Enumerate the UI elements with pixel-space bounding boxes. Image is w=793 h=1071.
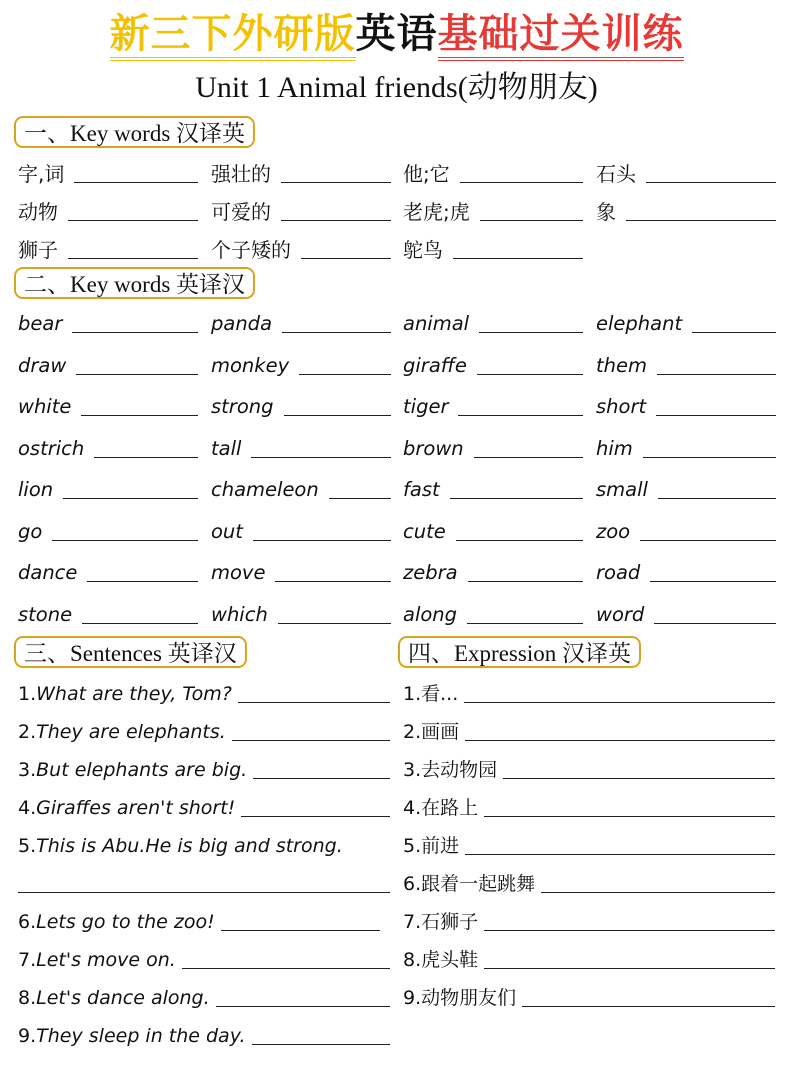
expression-item [403,675,775,707]
sentence-item [18,827,390,859]
vocab-word: stone [18,602,73,626]
vocab-item [211,155,391,187]
vocab-item [403,513,583,545]
answer-blank[interactable] [72,331,198,333]
sentence-number: 5. [18,835,37,857]
vocab-word: draw [18,353,67,377]
vocab-word: panda [211,312,273,335]
section-1-heading: 一、Key words 汉译英 [14,116,255,148]
answer-blank[interactable] [484,929,775,931]
sentence-item [18,979,390,1011]
sentence-number: 8. [18,987,37,1009]
vocab-word: word [596,602,645,626]
vocab-item [403,155,583,187]
sentence-item [18,941,390,973]
sentence-label [18,681,232,707]
expression-item [403,941,775,973]
vocab-item [403,347,583,379]
sentence-number: 9. [18,1025,37,1047]
vocab-word: 象 [596,200,616,224]
answer-blank[interactable] [450,497,583,499]
answer-blank[interactable] [52,539,198,541]
vocab-item [211,231,391,263]
answer-blank[interactable] [657,373,776,375]
vocab-item [211,193,391,225]
answer-blank[interactable] [182,967,390,969]
answer-blank[interactable] [643,456,776,458]
sentence-text: Giraffes aren't short! [36,797,236,819]
sentence-number: 3. [18,759,37,781]
expression-text: 4.在路上 [403,797,479,819]
answer-blank[interactable] [692,331,776,333]
answer-blank[interactable] [522,1005,775,1007]
answer-blank[interactable] [252,1043,390,1045]
vocab-item [211,513,391,545]
vocab-word: 老虎;虎 [403,200,470,224]
answer-blank[interactable] [484,815,775,817]
vocab-item [211,430,391,462]
vocab-item [596,193,776,225]
vocab-word: fast [403,478,440,501]
vocab-word: zebra [403,561,458,584]
sentence-label [18,757,247,783]
answer-blank[interactable] [63,497,198,499]
vocab-item [596,596,776,628]
answer-blank[interactable] [654,622,776,624]
answer-blank[interactable] [221,929,380,931]
expression-item [403,903,775,935]
vocab-word: tiger [403,395,449,418]
answer-blank[interactable] [281,219,391,221]
vocab-item [403,430,583,462]
title-subject: 英语 [355,10,438,57]
sentence-item [18,675,390,707]
answer-blank[interactable] [94,456,198,458]
sentence-label [18,985,210,1011]
vocab-word: 强壮的 [211,162,271,186]
sentence-item-continuation [18,865,390,897]
expression-item [403,713,775,745]
answer-blank[interactable] [275,580,391,582]
vocab-item [596,388,776,420]
vocab-item [18,305,198,337]
answer-blank[interactable] [253,777,390,779]
title-training: 基础过关训练 [438,10,684,61]
answer-blank[interactable] [465,853,775,855]
answer-blank[interactable] [474,456,583,458]
answer-blank[interactable] [480,219,583,221]
answer-blank[interactable] [479,331,583,333]
answer-blank[interactable] [74,181,198,183]
vocab-word: dance [18,561,78,584]
sentence-text: Let's move on. [36,949,176,971]
expression-text: 3.去动物园 [403,759,498,781]
vocab-item [18,513,198,545]
vocab-item [596,513,776,545]
vocab-word: out [211,519,243,543]
answer-blank[interactable] [464,701,775,703]
answer-blank[interactable] [456,539,583,541]
sentence-label [18,833,343,859]
answer-blank[interactable] [650,580,776,582]
sentence-label [18,1023,246,1049]
worksheet-title [0,4,793,64]
vocab-word: lion [18,478,54,501]
vocab-word: 字,词 [18,162,65,186]
sentence-label [18,947,176,973]
sentence-item [18,751,390,783]
answer-blank[interactable] [656,414,776,416]
vocab-word: him [596,436,633,460]
vocab-word: 石头 [596,162,636,186]
answer-blank[interactable] [626,219,776,221]
vocab-item [211,347,391,379]
sentence-item [18,789,390,821]
vocab-word: bear [18,312,63,335]
expression-text: 8.虎头鞋 [403,949,479,971]
answer-blank[interactable] [232,739,390,741]
vocab-word: along [403,602,458,626]
sentence-text: This is Abu.He is big and strong. [36,835,343,857]
vocab-word: strong [211,395,274,418]
vocab-item [18,231,198,263]
vocab-item [18,596,198,628]
vocab-item [403,388,583,420]
answer-blank[interactable] [251,456,391,458]
expression-text: 2.画画 [403,721,460,743]
expression-item [403,865,775,897]
vocab-item [596,471,776,503]
answer-blank[interactable] [646,181,776,183]
vocab-word: ostrich [18,436,85,460]
answer-blank[interactable] [253,539,391,541]
vocab-word: white [18,395,72,418]
answer-blank[interactable] [216,1005,390,1007]
vocab-item [403,231,583,263]
sentence-text: But elephants are big. [36,759,248,781]
sentence-text: They sleep in the day. [36,1025,246,1047]
answer-blank[interactable] [484,967,775,969]
expression-text: 9.动物朋友们 [403,987,517,1009]
sentence-label [18,909,215,935]
vocab-word: cute [403,519,446,543]
sentence-number: 4. [18,797,37,819]
answer-blank[interactable] [81,414,198,416]
sentence-label [18,795,235,821]
section-3-heading: 三、Sentences 英译汉 [14,636,247,668]
vocab-item [403,305,583,337]
vocab-word: road [596,561,641,584]
expression-text: 1.看... [403,683,459,705]
answer-blank[interactable] [465,739,775,741]
vocab-item [403,471,583,503]
vocab-word: chameleon [211,478,319,501]
section-2-heading: 二、Key words 英译汉 [14,267,255,299]
answer-blank[interactable] [467,622,583,624]
vocab-word: 动物 [18,200,58,224]
vocab-item [18,471,198,503]
expression-item [403,789,775,821]
sentence-label [18,719,226,745]
answer-blank[interactable] [503,777,775,779]
vocab-item [403,193,583,225]
answer-blank[interactable] [281,181,391,183]
vocab-item [18,388,198,420]
vocab-word: giraffe [403,353,467,377]
vocab-word: elephant [596,312,683,335]
vocab-item [403,596,583,628]
vocab-word: monkey [211,353,290,377]
answer-blank[interactable] [238,701,390,703]
answer-blank[interactable] [278,622,391,624]
vocab-word: go [18,519,43,543]
answer-blank[interactable] [301,257,391,259]
sentence-item [18,1017,390,1049]
vocab-word: 鸵鸟 [403,238,443,262]
vocab-item [18,155,198,187]
expression-text: 7.石狮子 [403,911,479,933]
vocab-item [18,193,198,225]
vocab-word: move [211,561,266,584]
sentence-number: 6. [18,911,37,933]
vocab-item [596,305,776,337]
answer-blank[interactable] [541,891,775,893]
vocab-item [596,430,776,462]
sentence-number: 1. [18,683,37,705]
answer-blank[interactable] [87,580,198,582]
vocab-item [211,554,391,586]
answer-blank[interactable] [477,373,583,375]
vocab-item [596,155,776,187]
answer-blank[interactable] [329,497,391,499]
vocab-word: brown [403,436,464,460]
vocab-word: 可爱的 [211,200,271,224]
sentence-item [18,903,380,935]
vocab-item [18,430,198,462]
answer-blank[interactable] [76,373,198,375]
vocab-word: animal [403,312,470,335]
answer-blank[interactable] [640,539,776,541]
answer-blank[interactable] [282,331,391,333]
vocab-word: tall [211,436,242,460]
vocab-item [403,554,583,586]
vocab-word: zoo [596,519,631,543]
vocab-word: which [211,602,268,626]
vocab-item [18,554,198,586]
vocab-word: 狮子 [18,238,58,262]
vocab-item [211,471,391,503]
answer-blank[interactable] [453,257,583,259]
sentence-text: Lets go to the zoo! [36,911,215,933]
vocab-word: them [596,353,647,377]
sentence-text: They are elephants. [36,721,226,743]
sentence-number: 7. [18,949,37,971]
expression-text: 5.前进 [403,835,460,857]
expression-item [403,751,775,783]
sentence-number: 2. [18,721,37,743]
answer-blank[interactable] [460,181,583,183]
answer-blank[interactable] [68,257,198,259]
answer-blank[interactable] [299,373,391,375]
answer-blank[interactable] [658,497,776,499]
expression-item [403,827,775,859]
sentence-text: What are they, Tom? [36,683,232,705]
section-4-heading: 四、Expression 汉译英 [398,636,641,668]
vocab-item [211,388,391,420]
vocab-word: 个子矮的 [211,238,291,262]
unit-subtitle: Unit 1 Animal friends(动物朋友) [195,71,598,104]
answer-blank[interactable] [241,815,390,817]
expression-item [403,979,775,1011]
vocab-word: short [596,395,647,418]
answer-blank[interactable] [468,580,583,582]
vocab-item [211,596,391,628]
answer-blank[interactable] [458,414,583,416]
answer-blank[interactable] [82,622,198,624]
vocab-item [596,554,776,586]
answer-blank[interactable] [284,414,392,416]
vocab-word: small [596,478,648,501]
vocab-item [211,305,391,337]
sentence-item [18,713,390,745]
vocab-word: 他;它 [403,162,450,186]
sentence-text: Let's dance along. [36,987,210,1009]
vocab-item [18,347,198,379]
vocab-item [596,347,776,379]
answer-blank[interactable] [68,219,198,221]
title-grade-edition: 新三下外研版 [110,10,356,61]
answer-blank[interactable] [18,891,390,893]
expression-text: 6.跟着一起跳舞 [403,873,536,895]
